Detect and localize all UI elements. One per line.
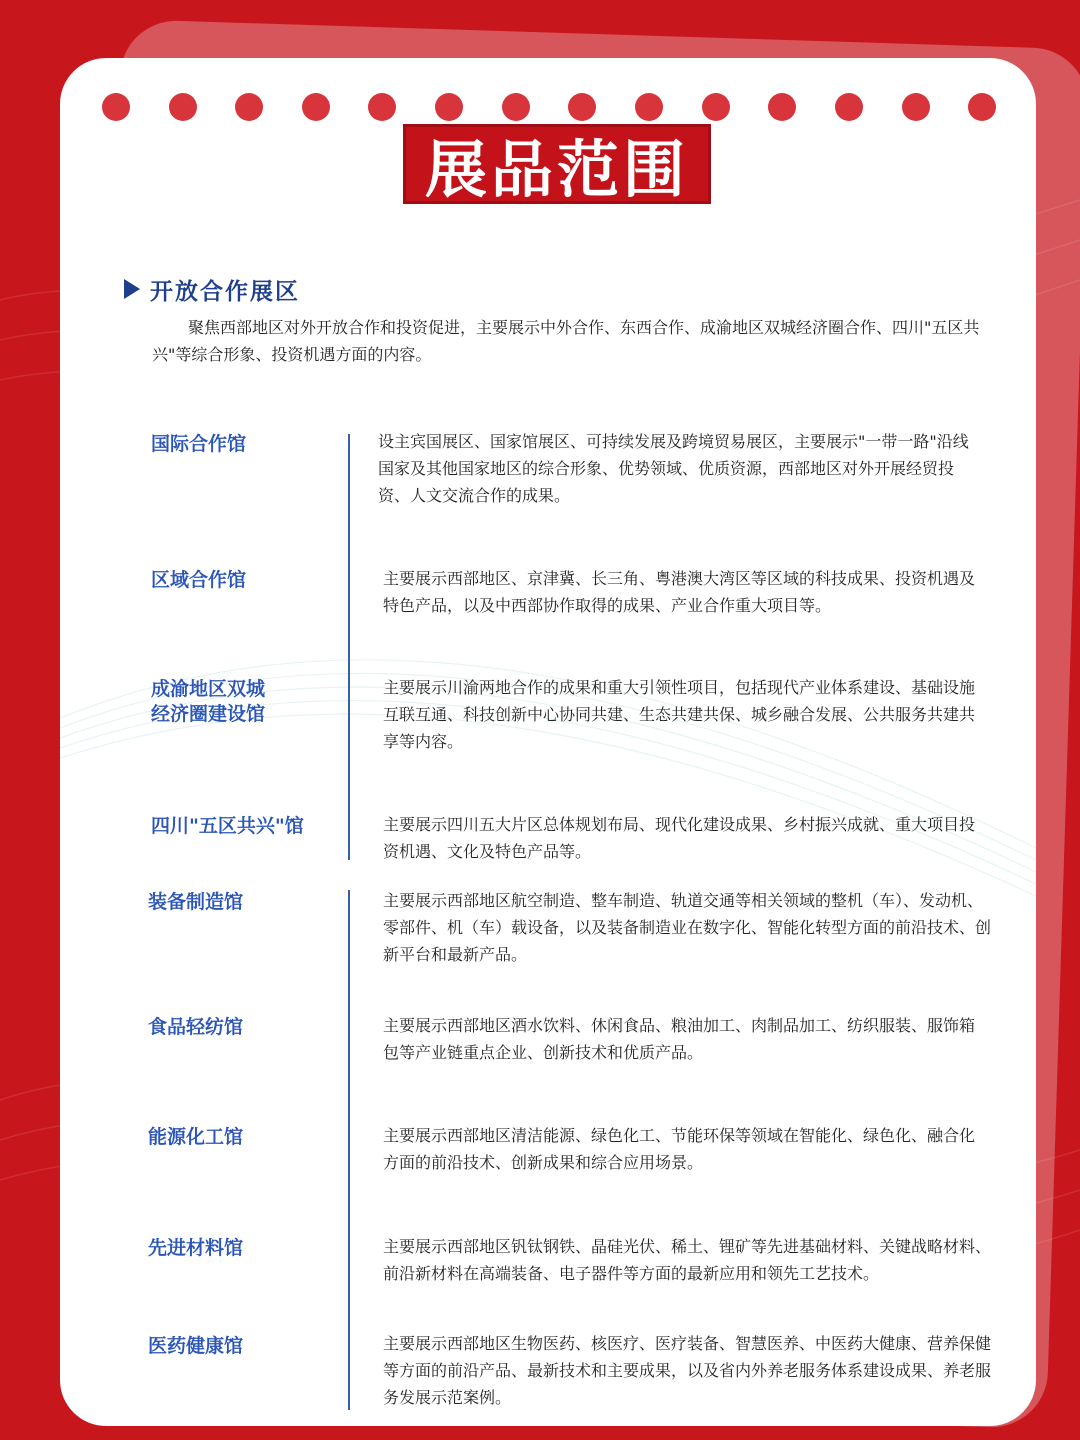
binder-dot (302, 93, 330, 121)
binder-dot (702, 93, 730, 121)
hall-name: 能源化工馆 (148, 1126, 244, 1148)
hall-description: 主要展示川渝两地合作的成果和重大引领性项目，包括现代产业体系建设、基础设施互联互通、科技创新中心协同共建、生态共建共保、城乡融合发展、公共服务共建共享等内容。 (383, 678, 976, 751)
binder-dot (235, 93, 263, 121)
hall-description: 主要展示西部地区航空制造、整车制造、轨道交通等相关领域的整机（车）、发动机、零部件、机（车）载设备，以及装备制造业在数字化、智能化转型方面的前沿技术、创新平台和最新产品。 (383, 891, 992, 964)
binder-dot (968, 93, 996, 121)
binder-dot (435, 93, 463, 121)
hall-name: 医药健康馆 (148, 1335, 244, 1357)
hall-description: 主要展示西部地区清洁能源、绿色化工、节能环保等领域在智能化、绿色化、融合化方面的前沿技术、创新成果和综合应用场景。 (383, 1126, 976, 1172)
hall-description: 主要展示西部地区生物医药、核医疗、医疗装备、智慧医养、中医药大健康、营养保健等方面的前沿产品、最新技术和主要成果，以及省内外养老服务体系建设成果、养老服务发展示范案例。 (383, 1334, 992, 1407)
hall-name: 国际合作馆 (151, 433, 247, 455)
binder-dot (169, 93, 197, 121)
binder-dot (568, 93, 596, 121)
binder-dot (902, 93, 930, 121)
binder-dot (102, 93, 130, 121)
binder-dot (835, 93, 863, 121)
hall-name: 成渝地区双城经济圈建设馆 (151, 678, 266, 725)
hall-name: 装备制造馆 (148, 891, 244, 913)
binder-dot (635, 93, 663, 121)
hall-description: 主要展示西部地区、京津冀、长三角、粤港澳大湾区等区域的科技成果、投资机遇及特色产品，以及中西部协作取得的成果、产业合作重大项目等。 (383, 569, 976, 615)
page-title-box (403, 124, 711, 204)
hall-description: 主要展示西部地区钒钛钢铁、晶硅光伏、稀土、锂矿等先进基础材料、关键战略材料、前沿新材料在高端装备、电子器件等方面的最新应用和领先工艺技术。 (383, 1237, 992, 1283)
section-heading (124, 272, 300, 306)
play-triangle-icon (124, 279, 140, 299)
hall-name: 区域合作馆 (151, 569, 247, 591)
page-title: 展品范围 (424, 132, 689, 206)
hall-description: 设主宾国展区、国家馆展区、可持续发展及跨境贸易展区，主要展示"一带一路"沿线国家及其他国家地区的综合形象、优势领域、优质资源，西部地区对外开展经贸投资、人文交流合作的成果。 (378, 432, 969, 505)
divider-line-lower (348, 890, 350, 1410)
hall-name: 食品轻纺馆 (148, 1016, 244, 1038)
divider-line-upper (348, 434, 350, 860)
binder-dot (368, 93, 396, 121)
section-intro: 聚焦西部地区对外开放合作和投资促进，主要展示中外合作、东西合作、成渝地区双城经济圈合作、四川"五区共兴"等综合形象、投资机遇方面的内容。 (152, 318, 980, 364)
hall-description: 主要展示西部地区酒水饮料、休闲食品、粮油加工、肉制品加工、纺织服装、服饰箱包等产业链重点企业、创新技术和优质产品。 (383, 1016, 976, 1062)
hall-name: 四川"五区共兴"馆 (151, 815, 304, 837)
content-card (60, 58, 1036, 1426)
binder-dot (502, 93, 530, 121)
hall-name: 先进材料馆 (148, 1237, 244, 1259)
binder-dot (768, 93, 796, 121)
section-title: 开放合作展区 (150, 278, 300, 305)
hall-description: 主要展示四川五大片区总体规划布局、现代化建设成果、乡村振兴成就、重大项目投资机遇、文化及特色产品等。 (383, 815, 976, 861)
